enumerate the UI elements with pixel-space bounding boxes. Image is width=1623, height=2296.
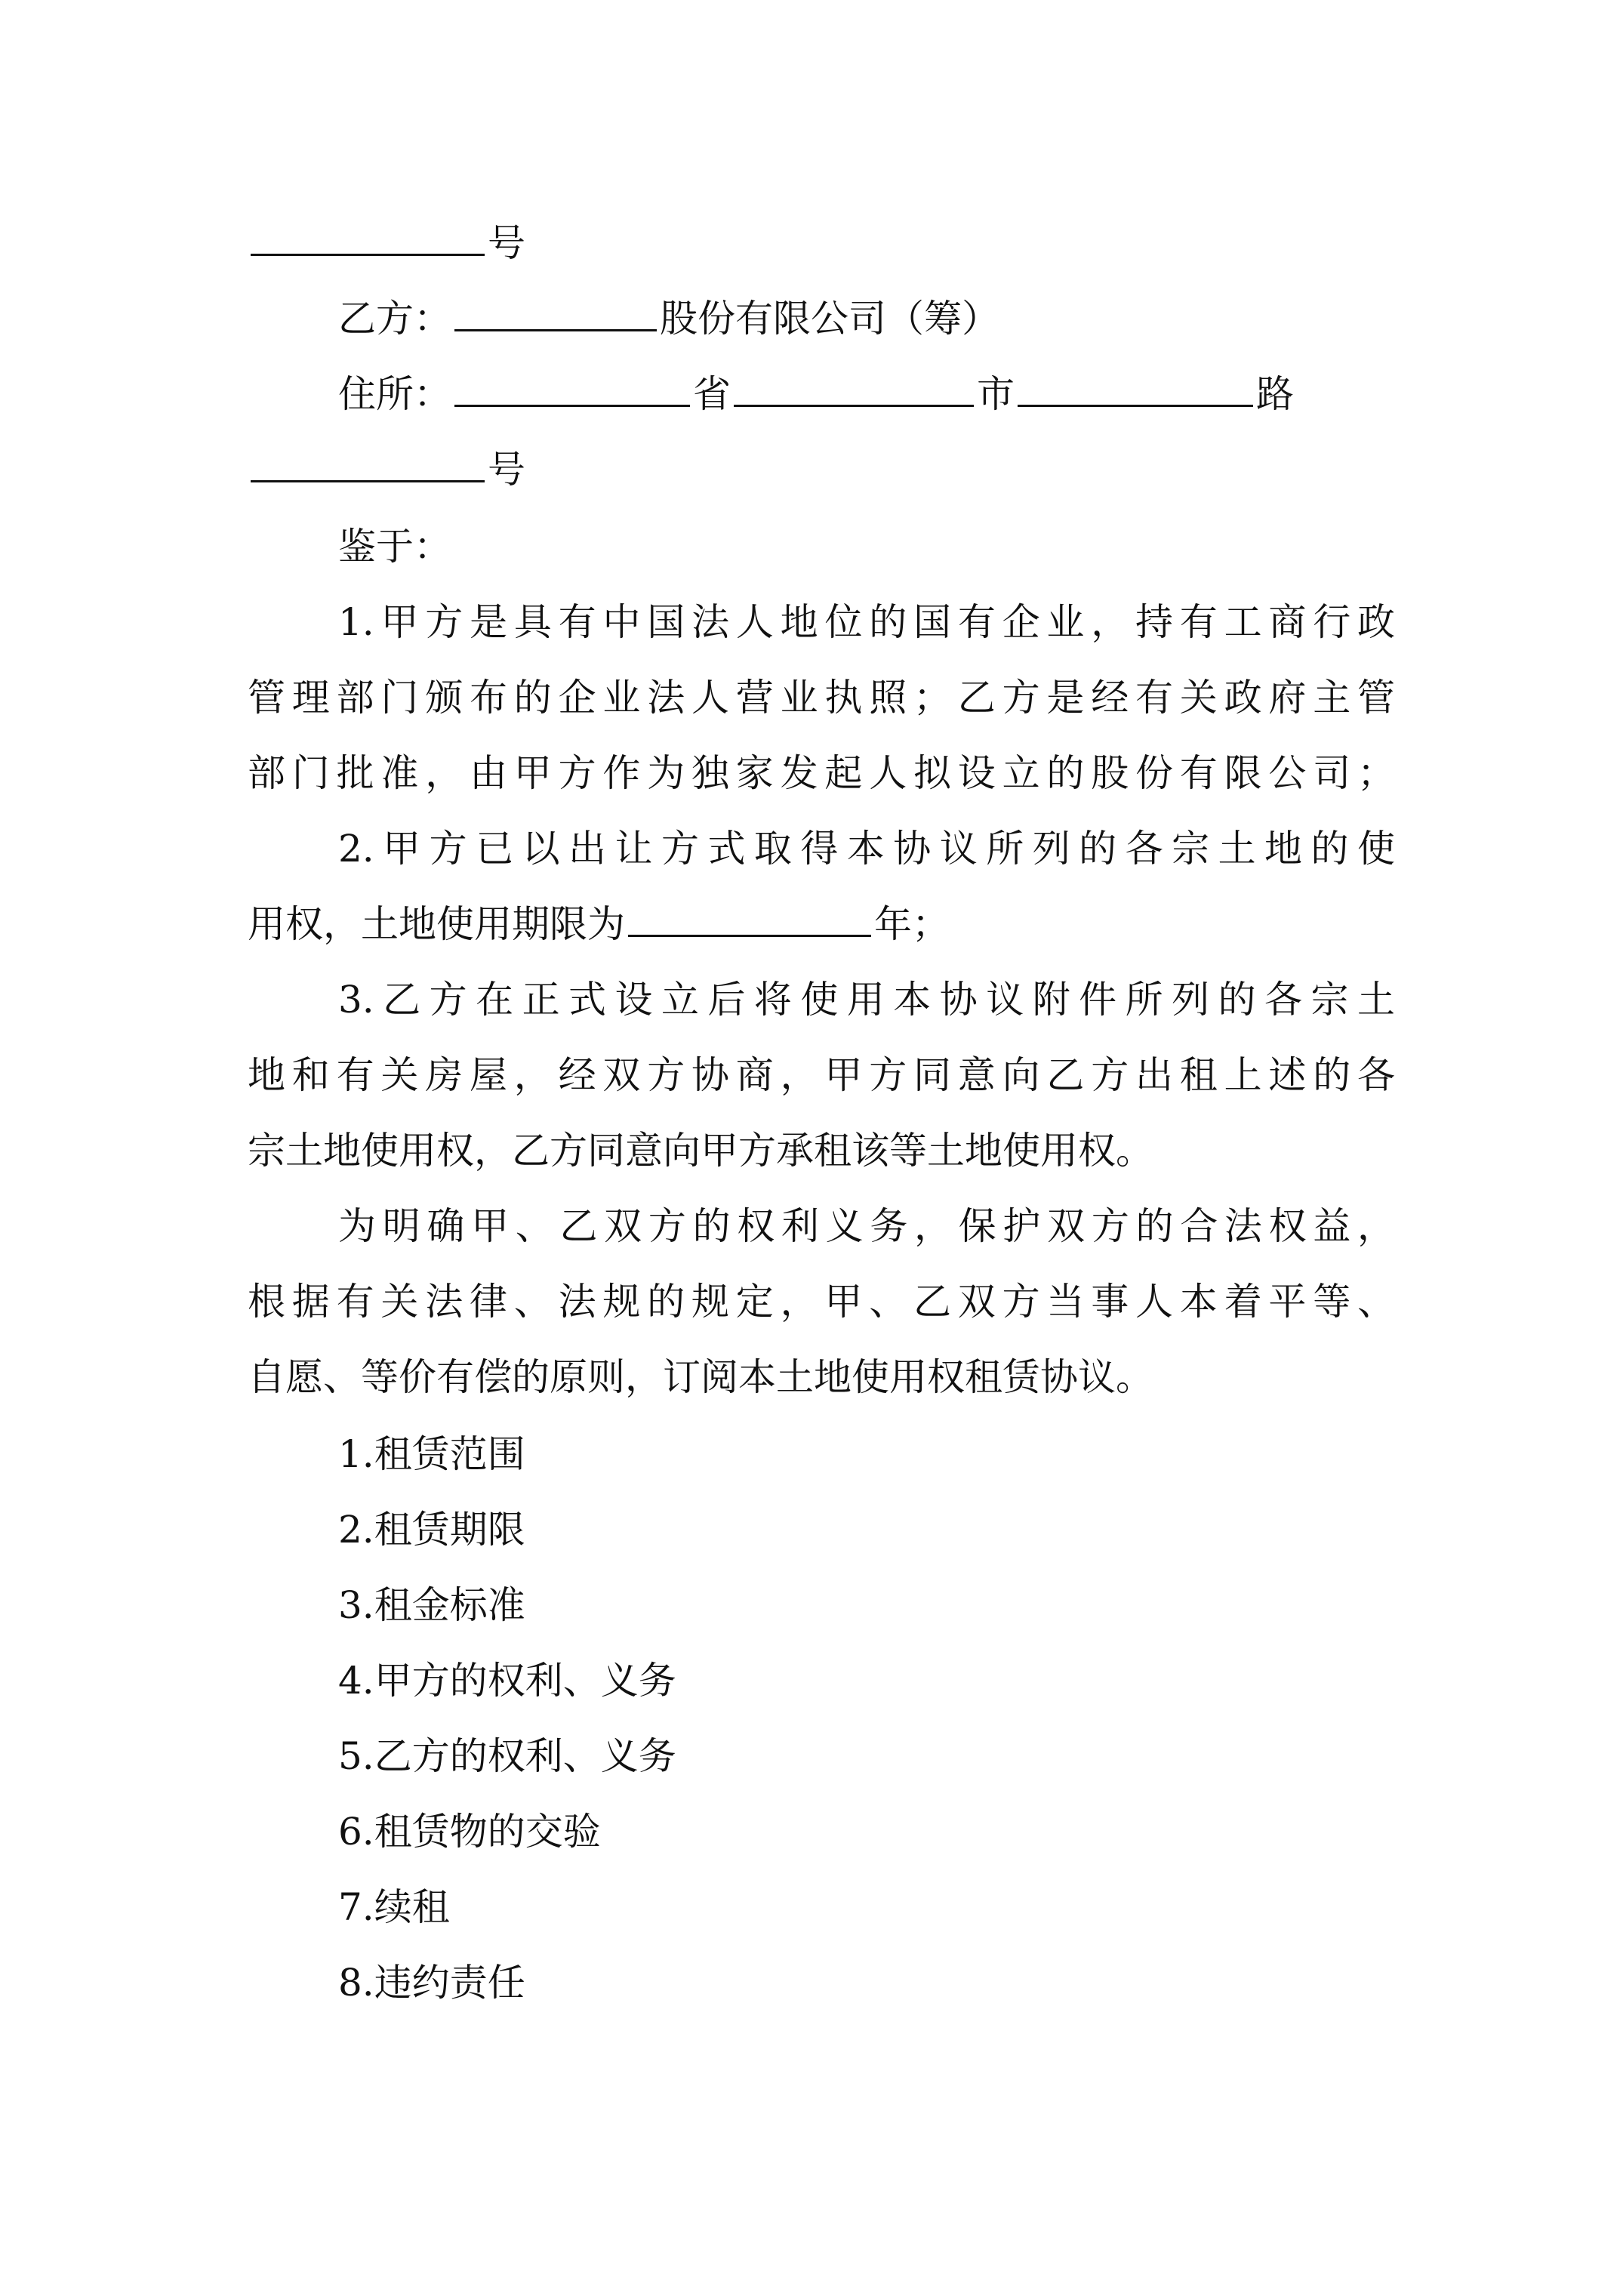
whereas-item3-line2: 地和有关房屋，经双方协商，甲方同意向乙方出租上述的各: [248, 1053, 1395, 1097]
address-number-label: 号: [488, 448, 525, 492]
province-blank: [454, 374, 690, 407]
address-b-line: [338, 371, 1486, 417]
party-b-name-blank: [454, 299, 657, 331]
whereas-item2-line2: [248, 901, 1395, 947]
address-label: 住所：: [338, 372, 451, 416]
article-item: 5.乙方的权利、义务: [338, 1734, 676, 1778]
number-blank: [251, 223, 485, 256]
whereas-item1-line2: 管理部门颁布的企业法人营业执照；乙方是经有关政府主管: [248, 676, 1395, 720]
province-label: 省: [693, 372, 731, 416]
article-item: 2.租赁期限: [338, 1508, 525, 1552]
header-number-line: [248, 220, 1395, 266]
road-label: 路: [1256, 372, 1294, 416]
city-blank: [734, 374, 974, 407]
party-b-name-suffix: 股份有限公司（筹）: [660, 297, 999, 341]
number-suffix: 号: [488, 221, 525, 265]
article-item: 8.违约责任: [338, 1961, 525, 2005]
whereas-item1-line3: 部门批准，由甲方作为独家发起人拟设立的股份有限公司；: [248, 751, 1395, 795]
party-b-line: [338, 296, 1486, 341]
whereas-item3-line3: 宗土地使用权，乙方同意向甲方承租该等土地使用权。: [248, 1129, 1153, 1173]
whereas-item2-line1: 2.甲方已以出让方式取得本协议所列的各宗土地的使: [338, 827, 1395, 871]
purpose-line1: 为明确甲、乙双方的权利义务，保护双方的合法权益，: [338, 1204, 1395, 1248]
purpose-line3: 自愿、等价有偿的原则，订阅本土地使用权租赁协议。: [248, 1355, 1153, 1399]
article-item: 3.租金标准: [338, 1583, 525, 1627]
land-term-blank: [628, 905, 871, 937]
city-label: 市: [977, 372, 1015, 416]
land-term-prefix: 用权，土地使用期限为: [248, 902, 625, 946]
whereas-heading: 鉴于：: [338, 525, 451, 569]
article-item: 6.租赁物的交验: [338, 1810, 601, 1854]
land-term-suffix: 年；: [874, 902, 950, 946]
road-blank: [1018, 374, 1253, 407]
party-b-label: 乙方：: [338, 297, 451, 341]
purpose-line2: 根据有关法律、法规的规定，甲、乙双方当事人本着平等、: [248, 1280, 1395, 1324]
address-number-blank: [251, 450, 485, 482]
article-item: 7.续租: [338, 1885, 450, 1929]
whereas-item3-line1: 3.乙方在正式设立后将使用本协议附件所列的各宗土: [338, 978, 1395, 1022]
address-number-line: [248, 447, 1395, 492]
article-item: 4.甲方的权利、义务: [338, 1659, 676, 1703]
whereas-item1-line1: 1.甲方是具有中国法人地位的国有企业，持有工商行政: [338, 600, 1395, 644]
article-item: 1.租赁范围: [338, 1432, 525, 1476]
